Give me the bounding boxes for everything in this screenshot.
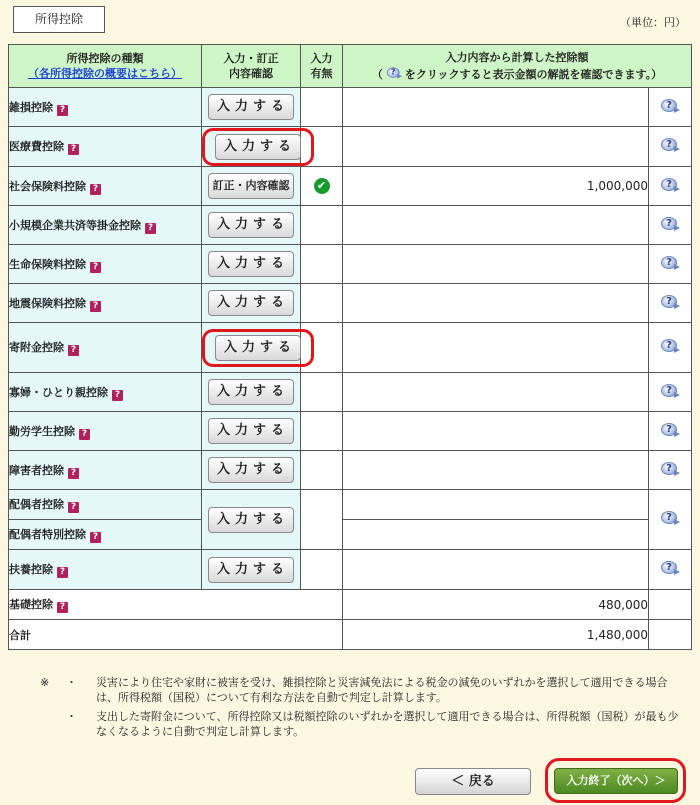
help-bubble-mark: ?	[661, 256, 677, 269]
input-button[interactable]: 入力する	[208, 557, 294, 583]
question-icon[interactable]: ?	[68, 468, 79, 479]
row-action-cell	[202, 373, 301, 412]
row-name-cell	[9, 323, 202, 373]
row-flag-cell	[301, 88, 343, 127]
finish-input-next-button[interactable]: 入力終了（次へ）＞	[554, 768, 678, 794]
help-bubble-icon[interactable]	[659, 216, 681, 232]
row-name: 扶養控除	[9, 563, 53, 576]
row-help-cell	[649, 284, 692, 323]
help-bubble-mark: ?	[661, 384, 677, 397]
total-help-cell	[649, 620, 692, 650]
basic-amount: 480,000	[343, 590, 649, 620]
row-help-cell	[649, 323, 692, 373]
row-amount-cell	[343, 520, 649, 550]
row-action-cell	[202, 490, 301, 550]
col-type-header	[9, 45, 202, 88]
row-amount-cell	[343, 373, 649, 412]
help-bubble-icon[interactable]	[659, 338, 681, 354]
row-action-cell	[202, 451, 301, 490]
total-amount: 1,480,000	[343, 620, 649, 650]
row-name-cell	[9, 167, 202, 206]
row-name-cell	[9, 373, 202, 412]
row-action-cell	[202, 127, 301, 167]
col-flag-header	[301, 45, 343, 88]
question-icon[interactable]: ?	[112, 390, 123, 401]
help-bubble-icon[interactable]	[659, 98, 681, 114]
help-bubble-icon[interactable]	[659, 560, 681, 576]
help-bubble-icon[interactable]	[659, 255, 681, 271]
table-row	[9, 284, 692, 323]
row-amount-cell	[343, 127, 649, 167]
basic-help-cell	[649, 590, 692, 620]
row-help-cell	[649, 206, 692, 245]
row-amount-cell	[343, 88, 649, 127]
row-amount-cell	[343, 451, 649, 490]
row-name: 寡婦・ひとり親控除	[9, 385, 108, 399]
table-row	[9, 127, 692, 167]
row-help-cell	[649, 550, 692, 590]
note-bullet: ・	[66, 676, 77, 689]
note-text: 支出した寄附金について、所得控除又は税額控除のいずれかを選択して適用できる場合は、所得税額（国税）が最も少なくなるように自動で判定し計算します。	[96, 710, 679, 738]
input-button[interactable]: 入力する	[208, 379, 294, 405]
question-icon[interactable]: ?	[68, 345, 79, 356]
question-icon[interactable]: ?	[90, 301, 101, 312]
row-name-cell	[9, 412, 202, 451]
row-flag-cell	[301, 245, 343, 284]
row-amount-cell	[343, 412, 649, 451]
row-name-cell	[9, 490, 202, 520]
help-bubble-icon[interactable]	[659, 294, 681, 310]
input-button[interactable]: 入力する	[208, 457, 294, 483]
help-bubble-icon[interactable]	[659, 137, 681, 153]
question-icon[interactable]: ?	[79, 429, 90, 440]
table-row	[9, 520, 692, 550]
help-bubble-mark: ?	[661, 423, 677, 436]
row-flag-cell	[301, 284, 343, 323]
col-amount-header	[343, 45, 692, 88]
help-bubble-mark: ?	[661, 462, 677, 475]
help-bubble-icon[interactable]	[659, 422, 681, 438]
col-input-line2: 内容確認	[229, 67, 273, 80]
row-name-cell	[9, 520, 202, 550]
row-name: 社会保険料控除	[9, 179, 86, 193]
help-bubble-icon[interactable]	[659, 510, 681, 526]
basic-name: 基礎控除	[9, 598, 53, 611]
row-name-cell	[9, 245, 202, 284]
input-button[interactable]: 入力する	[208, 251, 294, 277]
col-input-header	[202, 45, 301, 88]
row-flag-cell	[301, 167, 343, 206]
overview-link[interactable]: （各所得控除の概要はこちら）	[28, 67, 182, 80]
input-button[interactable]: 入力する	[215, 335, 301, 361]
table-row	[9, 88, 692, 127]
table-header-row	[9, 45, 692, 88]
row-action-cell	[202, 284, 301, 323]
note-bullet: ・	[66, 710, 77, 723]
note-text: 災害により住宅や家財に被害を受け、雑損控除と災害減免法による税金の減免のいずれかを選択して適用できる場合は、所得税額（国税）について有利な方法を自動で判定し計算します。	[96, 676, 668, 704]
question-icon[interactable]: ?	[68, 502, 79, 513]
row-amount-cell	[343, 323, 649, 373]
help-bubble-mark: ?	[661, 99, 677, 112]
question-icon[interactable]: ?	[90, 262, 101, 273]
col-flag-line1: 入力	[310, 52, 333, 65]
row-amount-cell	[343, 284, 649, 323]
row-name: 雑損控除	[9, 100, 53, 114]
row-help-cell	[649, 373, 692, 412]
col-flag-line2: 有無	[310, 67, 333, 80]
row-name-cell	[9, 284, 202, 323]
input-button[interactable]: 入力する	[215, 134, 301, 160]
help-bubble-mark: ?	[661, 138, 677, 151]
row-amount-cell	[343, 550, 649, 590]
row-name: 医療費控除	[9, 140, 64, 153]
question-icon[interactable]: ?	[90, 184, 101, 195]
row-amount-cell: 1,000,000	[343, 167, 649, 206]
highlight-circle	[202, 329, 314, 367]
total-row	[9, 620, 692, 650]
help-bubble-mark: ?	[387, 67, 400, 77]
row-name: 地震保険料控除	[9, 296, 86, 310]
row-flag-cell	[301, 373, 343, 412]
col-amount-line1: 入力内容から計算した控除額	[445, 51, 589, 64]
note-mark: ※	[40, 676, 50, 689]
table-row	[9, 412, 692, 451]
row-name: 配偶者控除	[9, 498, 64, 511]
row-name-cell	[9, 451, 202, 490]
back-button[interactable]: ＜ 戻る	[415, 768, 531, 795]
help-bubble-icon[interactable]	[659, 461, 681, 477]
col-amount-pre: （	[371, 68, 383, 81]
table-row	[9, 451, 692, 490]
deduction-table	[8, 44, 692, 650]
basic-row	[9, 590, 692, 620]
col-amount-line2	[343, 65, 691, 82]
row-amount-cell	[343, 206, 649, 245]
table-row	[9, 245, 692, 284]
help-bubble-mark: ?	[661, 295, 677, 308]
row-action-cell	[202, 412, 301, 451]
row-name-cell	[9, 206, 202, 245]
row-flag-cell	[301, 206, 343, 245]
question-icon[interactable]: ?	[90, 532, 101, 543]
row-flag-cell	[301, 490, 343, 550]
row-name: 寄附金控除	[9, 341, 64, 354]
highlight-circle	[545, 758, 686, 803]
row-amount-cell	[343, 245, 649, 284]
row-help-cell	[649, 451, 692, 490]
col-type-title: 所得控除の種類	[66, 52, 144, 65]
row-help-cell	[649, 88, 692, 127]
input-button[interactable]: 入力する	[208, 94, 294, 120]
row-action-cell	[202, 245, 301, 284]
help-bubble-icon[interactable]	[659, 177, 681, 193]
highlight-circle	[202, 128, 314, 166]
row-help-cell	[649, 167, 692, 206]
help-bubble-icon	[385, 67, 403, 80]
input-button[interactable]: 入力する	[208, 212, 294, 238]
row-name: 小規模企業共済等掛金控除	[9, 218, 141, 232]
total-name: 合計	[9, 620, 343, 650]
row-name: 配偶者特別控除	[9, 528, 86, 541]
help-bubble-mark: ?	[661, 217, 677, 230]
check-icon: ✔	[314, 178, 330, 194]
question-icon[interactable]: ?	[68, 144, 79, 155]
row-name-cell	[9, 550, 202, 590]
row-name: 生命保険料控除	[9, 257, 86, 271]
col-input-line1: 入力・訂正	[223, 52, 279, 65]
note-item	[40, 709, 680, 739]
help-bubble-icon[interactable]	[659, 383, 681, 399]
help-bubble-mark: ?	[661, 511, 677, 524]
help-bubble-mark: ?	[661, 178, 677, 191]
unit-label: （単位：円）	[620, 16, 686, 29]
basic-name-cell	[9, 590, 343, 620]
row-name: 障害者控除	[9, 463, 64, 477]
row-flag-cell	[301, 412, 343, 451]
question-icon[interactable]: ?	[57, 602, 68, 613]
help-bubble-mark: ?	[661, 339, 677, 352]
row-flag-cell	[301, 451, 343, 490]
note-item	[40, 675, 680, 705]
input-button[interactable]: 入力する	[208, 290, 294, 316]
help-bubble-mark: ?	[661, 561, 677, 574]
row-name-cell	[9, 88, 202, 127]
row-name: 勤労学生控除	[9, 424, 75, 438]
question-icon[interactable]: ?	[57, 105, 68, 116]
row-amount-cell	[343, 490, 649, 520]
col-amount-post: をクリックすると表示金額の解説を確認できます。）	[404, 68, 663, 81]
row-action-cell	[202, 550, 301, 590]
input-button[interactable]: 入力する	[208, 418, 294, 444]
row-action-cell	[202, 167, 301, 206]
table-row	[9, 323, 692, 373]
row-action-cell	[202, 323, 301, 373]
table-row	[9, 550, 692, 590]
section-title: 所得控除	[13, 6, 105, 33]
table-row	[9, 373, 692, 412]
input-button[interactable]: 入力する	[208, 507, 294, 533]
table-row	[9, 206, 692, 245]
row-help-cell	[649, 127, 692, 167]
row-help-cell	[649, 245, 692, 284]
notes	[40, 675, 680, 743]
question-icon[interactable]: ?	[145, 223, 156, 234]
table-row	[9, 167, 692, 206]
row-help-cell	[649, 490, 692, 550]
table-row	[9, 490, 692, 520]
question-icon[interactable]: ?	[57, 567, 68, 578]
row-action-cell	[202, 206, 301, 245]
row-help-cell	[649, 412, 692, 451]
edit-confirm-button[interactable]: 訂正・内容確認	[208, 173, 294, 199]
row-action-cell	[202, 88, 301, 127]
row-flag-cell	[301, 550, 343, 590]
row-name-cell	[9, 127, 202, 167]
